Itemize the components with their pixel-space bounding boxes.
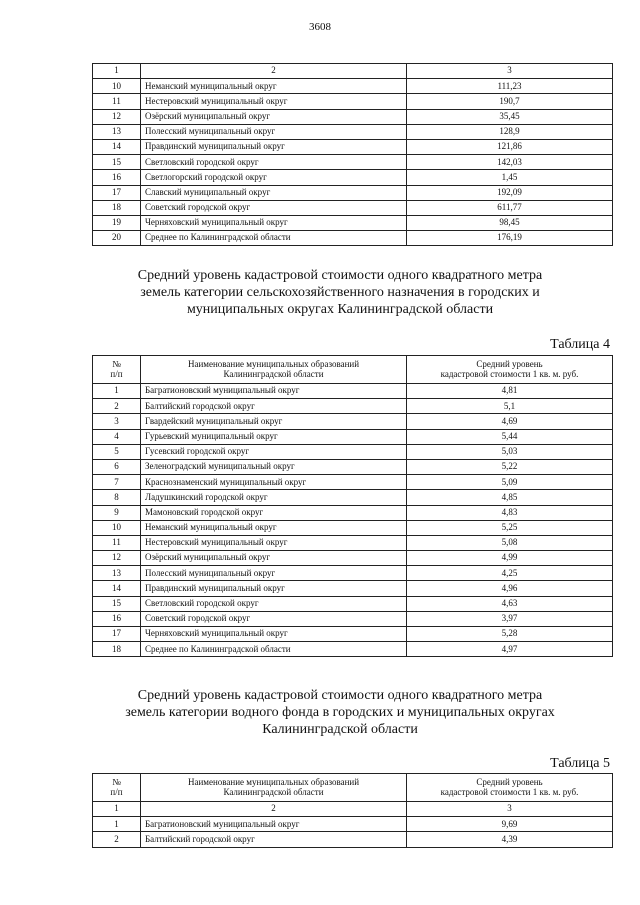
cadastral-value-cell: 5,08	[407, 535, 613, 550]
row-number-cell: 11	[93, 94, 141, 109]
municipality-name-cell: Балтийский городской округ	[141, 399, 407, 414]
table-row	[93, 444, 613, 459]
cadastral-value-cell: 4,96	[407, 581, 613, 596]
table-row	[93, 566, 613, 581]
column-numbering-row	[93, 64, 613, 79]
header-line: Средний уровень	[476, 777, 543, 788]
cadastral-value-cell: 4,83	[407, 505, 613, 520]
table-5-label: Таблица 5	[550, 756, 610, 771]
cadastral-value-cell: 4,99	[407, 551, 613, 566]
municipality-name-cell: Багратионовский муниципальный округ	[141, 817, 407, 832]
header-line: п/п	[110, 368, 123, 379]
municipality-name-cell: Озёрский муниципальный округ	[141, 551, 407, 566]
table-row	[93, 94, 613, 109]
table-row	[93, 642, 613, 657]
row-number-cell: 2	[93, 832, 141, 847]
table-4-label: Таблица 4	[550, 337, 610, 352]
table-row	[93, 611, 613, 626]
table-row	[93, 200, 613, 215]
row-number-cell: 14	[93, 139, 141, 154]
table-row	[93, 475, 613, 490]
table-row	[93, 414, 613, 429]
header-line: №	[112, 777, 121, 788]
table-row	[93, 109, 613, 124]
header-line: Средний уровень	[476, 359, 543, 370]
row-number-cell: 2	[93, 399, 141, 414]
row-number-cell: 8	[93, 490, 141, 505]
cadastral-value-cell: 190,7	[407, 94, 613, 109]
municipality-name-cell: Краснознаменский муниципальный округ	[141, 475, 407, 490]
page-number: 3608	[309, 21, 331, 33]
municipality-name-cell: Советский городской округ	[141, 200, 407, 215]
row-number-cell: 19	[93, 215, 141, 230]
col-value-header	[407, 356, 613, 384]
heading-line: Средний уровень кадастровой стоимости одного квадратного метра	[137, 688, 543, 703]
column-number-cell: 1	[93, 802, 141, 817]
heading-line: муниципальных округах Калининградской области	[186, 301, 494, 317]
row-number-cell: 10	[93, 520, 141, 535]
cadastral-value-cell: 4,39	[407, 832, 613, 847]
row-number-cell: 17	[93, 185, 141, 200]
cadastral-value-cell: 1,45	[407, 170, 613, 185]
cadastral-value-cell: 5,09	[407, 475, 613, 490]
row-number-cell: 12	[93, 109, 141, 124]
cadastral-value-cell: 4,85	[407, 490, 613, 505]
table-row	[93, 124, 613, 139]
row-number-cell: 13	[93, 566, 141, 581]
municipality-name-cell: Советский городской округ	[141, 611, 407, 626]
section-4-heading	[80, 268, 600, 318]
municipality-name-cell: Зеленоградский муниципальный округ	[141, 459, 407, 474]
cadastral-value-cell: 4,81	[407, 384, 613, 399]
table-row	[93, 139, 613, 154]
cadastral-value-cell: 5,28	[407, 627, 613, 642]
row-number-cell: 11	[93, 535, 141, 550]
row-number-cell: 12	[93, 551, 141, 566]
table-row	[93, 215, 613, 230]
table-3-continued	[92, 63, 613, 246]
cadastral-value-cell: 4,69	[407, 414, 613, 429]
heading-line: земель категории сельскохозяйственного назначения в городских и	[140, 284, 540, 300]
municipality-name-cell: Неманский муниципальный округ	[141, 520, 407, 535]
col-value-header	[407, 774, 613, 802]
heading-line: Калининградской области	[262, 721, 418, 737]
table-5	[92, 773, 613, 848]
column-number-cell: 2	[141, 802, 407, 817]
municipality-name-cell: Среднее по Калининградской области	[141, 231, 407, 246]
row-number-cell: 18	[93, 200, 141, 215]
row-number-cell: 15	[93, 596, 141, 611]
table-row	[93, 170, 613, 185]
cadastral-value-cell: 5,44	[407, 429, 613, 444]
header-line: Наименование муниципальных образований	[187, 777, 360, 788]
municipality-name-cell: Светлогорский городской округ	[141, 170, 407, 185]
row-number-cell: 13	[93, 124, 141, 139]
municipality-name-cell: Гусевский городской округ	[141, 444, 407, 459]
row-number-cell: 17	[93, 627, 141, 642]
row-number-cell: 20	[93, 231, 141, 246]
municipality-name-cell: Светловский городской округ	[141, 596, 407, 611]
cadastral-value-cell: 192,09	[407, 185, 613, 200]
municipality-name-cell: Нестеровский муниципальный округ	[141, 535, 407, 550]
row-number-cell: 10	[93, 79, 141, 94]
column-number-cell: 1	[93, 64, 141, 79]
cadastral-value-cell: 176,19	[407, 231, 613, 246]
cadastral-value-cell: 9,69	[407, 817, 613, 832]
column-number-cell: 3	[407, 802, 613, 817]
table-row	[93, 817, 613, 832]
municipality-name-cell: Озёрский муниципальный округ	[141, 109, 407, 124]
row-number-cell: 1	[93, 384, 141, 399]
table-row	[93, 520, 613, 535]
table-row	[93, 832, 613, 847]
col-name-header	[141, 774, 407, 802]
municipality-name-cell: Полесский муниципальный округ	[141, 566, 407, 581]
table-row	[93, 429, 613, 444]
table-row	[93, 79, 613, 94]
municipality-name-cell: Гурьевский муниципальный округ	[141, 429, 407, 444]
col-name-header	[141, 356, 407, 384]
section-5-heading	[80, 688, 600, 738]
column-numbering-row	[93, 802, 613, 817]
row-number-cell: 7	[93, 475, 141, 490]
cadastral-value-cell: 4,97	[407, 642, 613, 657]
cadastral-value-cell: 121,86	[407, 139, 613, 154]
table-row	[93, 535, 613, 550]
table-row	[93, 384, 613, 399]
municipality-name-cell: Черняховский муниципальный округ	[141, 627, 407, 642]
table-row	[93, 551, 613, 566]
row-number-cell: 18	[93, 642, 141, 657]
cadastral-value-cell: 111,23	[407, 79, 613, 94]
table-row	[93, 399, 613, 414]
table-row	[93, 627, 613, 642]
municipality-name-cell: Неманский муниципальный округ	[141, 79, 407, 94]
col-number-header	[93, 774, 141, 802]
cadastral-value-cell: 142,03	[407, 155, 613, 170]
municipality-name-cell: Багратионовский муниципальный округ	[141, 384, 407, 399]
table-row	[93, 596, 613, 611]
cadastral-value-cell: 35,45	[407, 109, 613, 124]
cadastral-value-cell: 4,63	[407, 596, 613, 611]
row-number-cell: 5	[93, 444, 141, 459]
row-number-cell: 3	[93, 414, 141, 429]
municipality-name-cell: Гвардейский муниципальный округ	[141, 414, 407, 429]
municipality-name-cell: Мамоновский городской округ	[141, 505, 407, 520]
cadastral-value-cell: 4,25	[407, 566, 613, 581]
row-number-cell: 1	[93, 817, 141, 832]
row-number-cell: 14	[93, 581, 141, 596]
header-line: кадастровой стоимости 1 кв. м. руб.	[440, 368, 579, 379]
heading-line: Средний уровень кадастровой стоимости одного квадратного метра	[137, 268, 543, 283]
municipality-name-cell: Правдинский муниципальный округ	[141, 581, 407, 596]
municipality-name-cell: Светловский городской округ	[141, 155, 407, 170]
row-number-cell: 9	[93, 505, 141, 520]
municipality-name-cell: Ладушкинский городской округ	[141, 490, 407, 505]
header-line: Наименование муниципальных образований	[187, 359, 360, 370]
heading-line: земель категории водного фонда в городских и муниципальных округах	[125, 704, 555, 720]
cadastral-value-cell: 5,22	[407, 459, 613, 474]
cadastral-value-cell: 98,45	[407, 215, 613, 230]
table-row	[93, 490, 613, 505]
table-row	[93, 581, 613, 596]
municipality-name-cell: Среднее по Калининградской области	[141, 642, 407, 657]
table-row	[93, 185, 613, 200]
cadastral-value-cell: 5,1	[407, 399, 613, 414]
municipality-name-cell: Правдинский муниципальный округ	[141, 139, 407, 154]
table-row	[93, 231, 613, 246]
municipality-name-cell: Полесский муниципальный округ	[141, 124, 407, 139]
row-number-cell: 16	[93, 170, 141, 185]
col-number-header	[93, 356, 141, 384]
municipality-name-cell: Славский муниципальный округ	[141, 185, 407, 200]
municipality-name-cell: Нестеровский муниципальный округ	[141, 94, 407, 109]
column-number-cell: 3	[407, 64, 613, 79]
column-number-cell: 2	[141, 64, 407, 79]
header-line: кадастровой стоимости 1 кв. м. руб.	[440, 786, 579, 797]
municipality-name-cell: Черняховский муниципальный округ	[141, 215, 407, 230]
table-row	[93, 505, 613, 520]
table-row	[93, 155, 613, 170]
cadastral-value-cell: 128,9	[407, 124, 613, 139]
row-number-cell: 15	[93, 155, 141, 170]
table-row	[93, 459, 613, 474]
municipality-name-cell: Балтийский городской округ	[141, 832, 407, 847]
header-line: №	[112, 359, 121, 370]
header-line: Калининградской области	[223, 786, 324, 797]
header-line: Калининградской области	[223, 368, 324, 379]
table-4	[92, 355, 613, 657]
row-number-cell: 4	[93, 429, 141, 444]
row-number-cell: 16	[93, 611, 141, 626]
cadastral-value-cell: 5,25	[407, 520, 613, 535]
cadastral-value-cell: 3,97	[407, 611, 613, 626]
row-number-cell: 6	[93, 459, 141, 474]
cadastral-value-cell: 611,77	[407, 200, 613, 215]
header-line: п/п	[110, 786, 123, 797]
cadastral-value-cell: 5,03	[407, 444, 613, 459]
